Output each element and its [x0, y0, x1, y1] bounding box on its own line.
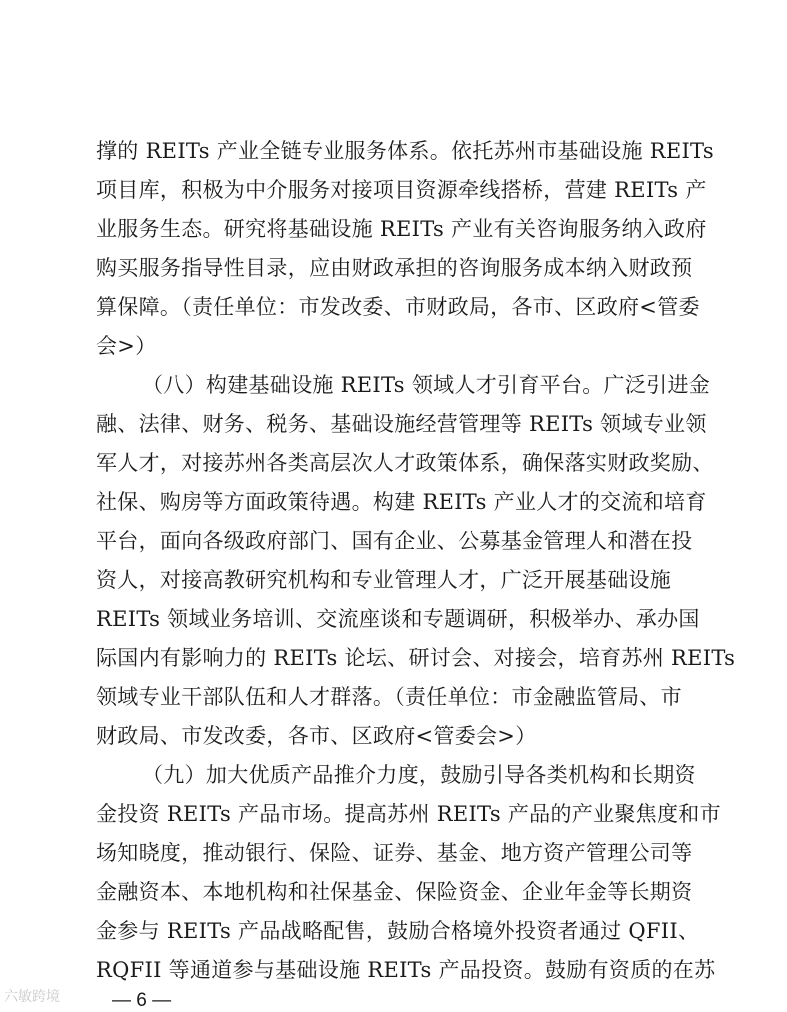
text-line: REITs 领域业务培训、交流座谈和专题调研，积极举办、承办国 [96, 607, 700, 631]
section-heading-line: （九）加大优质产品推介力度，鼓励引导各类机构和长期资 [142, 763, 696, 787]
text-line: 会>） [96, 334, 157, 358]
text-line: 军人才，对接苏州各类高层次人才政策体系，确保落实财政奖励、 [96, 451, 714, 475]
text-line: 撑的 REITs 产业全链专业服务体系。依托苏州市基础设施 REITs [96, 139, 714, 163]
section-heading-line: （八）构建基础设施 REITs 领域人才引育平台。广泛引进金 [142, 373, 711, 397]
text-line: 资人，对接高教研究机构和专业管理人才，广泛开展基础设施 [96, 568, 672, 592]
text-line: 金融资本、本地机构和社保基金、保险资金、企业年金等长期资 [96, 880, 693, 904]
text-line: 财政局、市发改委，各市、区政府<管委会>） [96, 724, 537, 748]
text-line: 算保障。（责任单位：市发改委、市财政局，各市、区政府<管委 [96, 295, 700, 319]
text-line: 社保、购房等方面政策待遇。构建 REITs 产业人才的交流和培育 [96, 490, 707, 514]
text-line: 领域专业干部队伍和人才群落。（责任单位：市金融监管局、市 [96, 685, 682, 709]
text-line: 金投资 REITs 产品市场。提高苏州 REITs 产品的产业聚焦度和市 [96, 802, 721, 826]
text-line: 项目库，积极为中介服务对接项目资源牵线搭桥，营建 REITs 产 [96, 178, 707, 202]
text-line: 购买服务指导性目录，应由财政承担的咨询服务成本纳入财政预 [96, 256, 693, 280]
text-line: 场知晓度，推动银行、保险、证券、基金、地方资产管理公司等 [96, 841, 693, 865]
text-line: 际国内有影响力的 REITs 论坛、研讨会、对接会，培育苏州 REITs [96, 646, 736, 670]
text-line: RQFII 等通道参与基础设施 REITs 产品投资。鼓励有资质的在苏 [96, 958, 716, 982]
text-line: 融、法律、财务、税务、基础设施经营管理等 REITs 领域专业领 [96, 412, 707, 436]
text-line: 金参与 REITs 产品战略配售，鼓励合格境外投资者通过 QFII、 [96, 919, 700, 943]
page-number: — 6 — [112, 990, 172, 1011]
watermark-logo: 六敏跨境 [4, 989, 60, 1005]
text-line: 业服务生态。研究将基础设施 REITs 产业有关咨询服务纳入政府 [96, 217, 707, 241]
text-line: 平台，面向各级政府部门、国有企业、公募基金管理人和潜在投 [96, 529, 693, 553]
